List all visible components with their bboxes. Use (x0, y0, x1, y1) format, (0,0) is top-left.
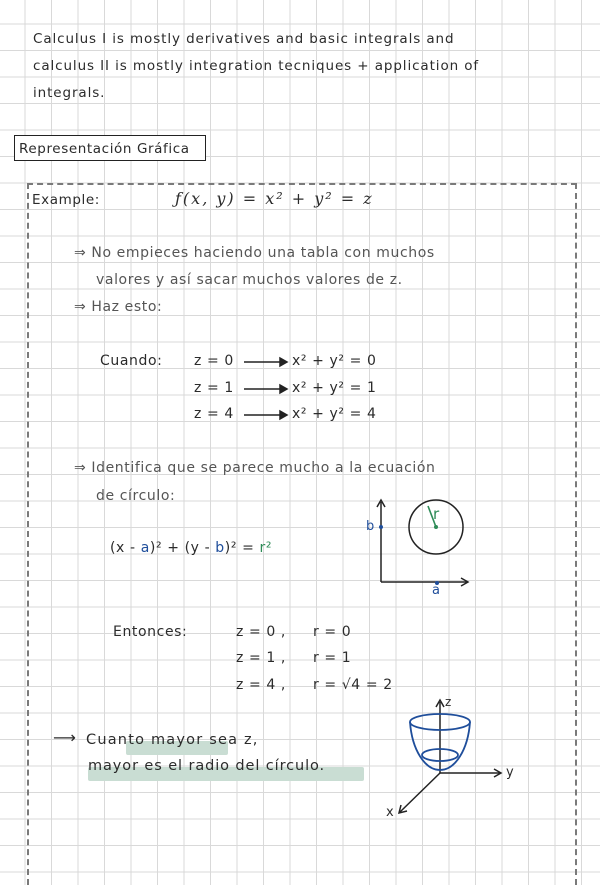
entonces-r-0: r = 0 (313, 624, 352, 640)
entonces-z-0: z = 0 , (236, 624, 286, 640)
circle-eq-mid: )² + (y - (149, 540, 216, 556)
cuando-eq-0: x² + y² = 0 (292, 353, 377, 369)
circle-eq-open: (x - (110, 540, 141, 556)
circle-eq-a: a (140, 540, 150, 556)
cuando-z-4: z = 4 (194, 406, 234, 422)
cuando-eq-4: x² + y² = 4 (292, 406, 377, 422)
conclusion-line-2: mayor es el radio del círculo. (88, 758, 326, 774)
entonces-r-1: r = 1 (313, 650, 352, 666)
conclusion-line-1: Cuanto mayor sea z, (86, 732, 259, 748)
advice-line-3: ⇒ Haz esto: (74, 299, 163, 315)
circle-eq-r: r² (259, 540, 273, 556)
paraboloid-x-label: x (386, 805, 395, 820)
entonces-z-4: z = 4 , (236, 677, 286, 693)
paraboloid-y-label: y (506, 765, 515, 780)
paraboloid-z-label: z (445, 695, 452, 709)
identify-line-1: ⇒ Identifica que se parece mucho a la ecuación (74, 460, 436, 476)
intro-line-2: calculus II is mostly integration tecniques + application of (33, 58, 480, 74)
entonces-label: Entonces: (113, 624, 188, 640)
cuando-z-1: z = 1 (194, 380, 234, 396)
example-equation: ƒ(x, y) = x² + y² = z (175, 189, 374, 208)
entonces-z-1: z = 1 , (236, 650, 286, 666)
circle-plot-r-label: r (433, 505, 440, 523)
section-title: Representación Gráfica (14, 135, 206, 161)
cuando-eq-1: x² + y² = 1 (292, 380, 377, 396)
advice-line-2: valores y así sacar muchos valores de z. (96, 272, 403, 288)
intro-line-3: integrals. (33, 85, 106, 101)
entonces-r-4: r = √4 = 2 (313, 677, 393, 693)
circle-eq-close: )² = (224, 540, 260, 556)
circle-plot-a-label: a (432, 583, 441, 598)
advice-line-1: ⇒ No empieces haciendo una tabla con muchos (74, 245, 435, 261)
cuando-z-0: z = 0 (194, 353, 234, 369)
identify-line-2: de círculo: (96, 488, 176, 504)
cuando-label: Cuando: (100, 353, 163, 369)
example-label: Example: (32, 192, 100, 208)
conclusion-arrow: ⟶ (53, 728, 77, 747)
intro-line-1: Calculus I is mostly derivatives and basic integrals and (33, 31, 455, 47)
circle-plot-b-label: b (366, 519, 375, 534)
circle-eq-b: b (215, 540, 225, 556)
